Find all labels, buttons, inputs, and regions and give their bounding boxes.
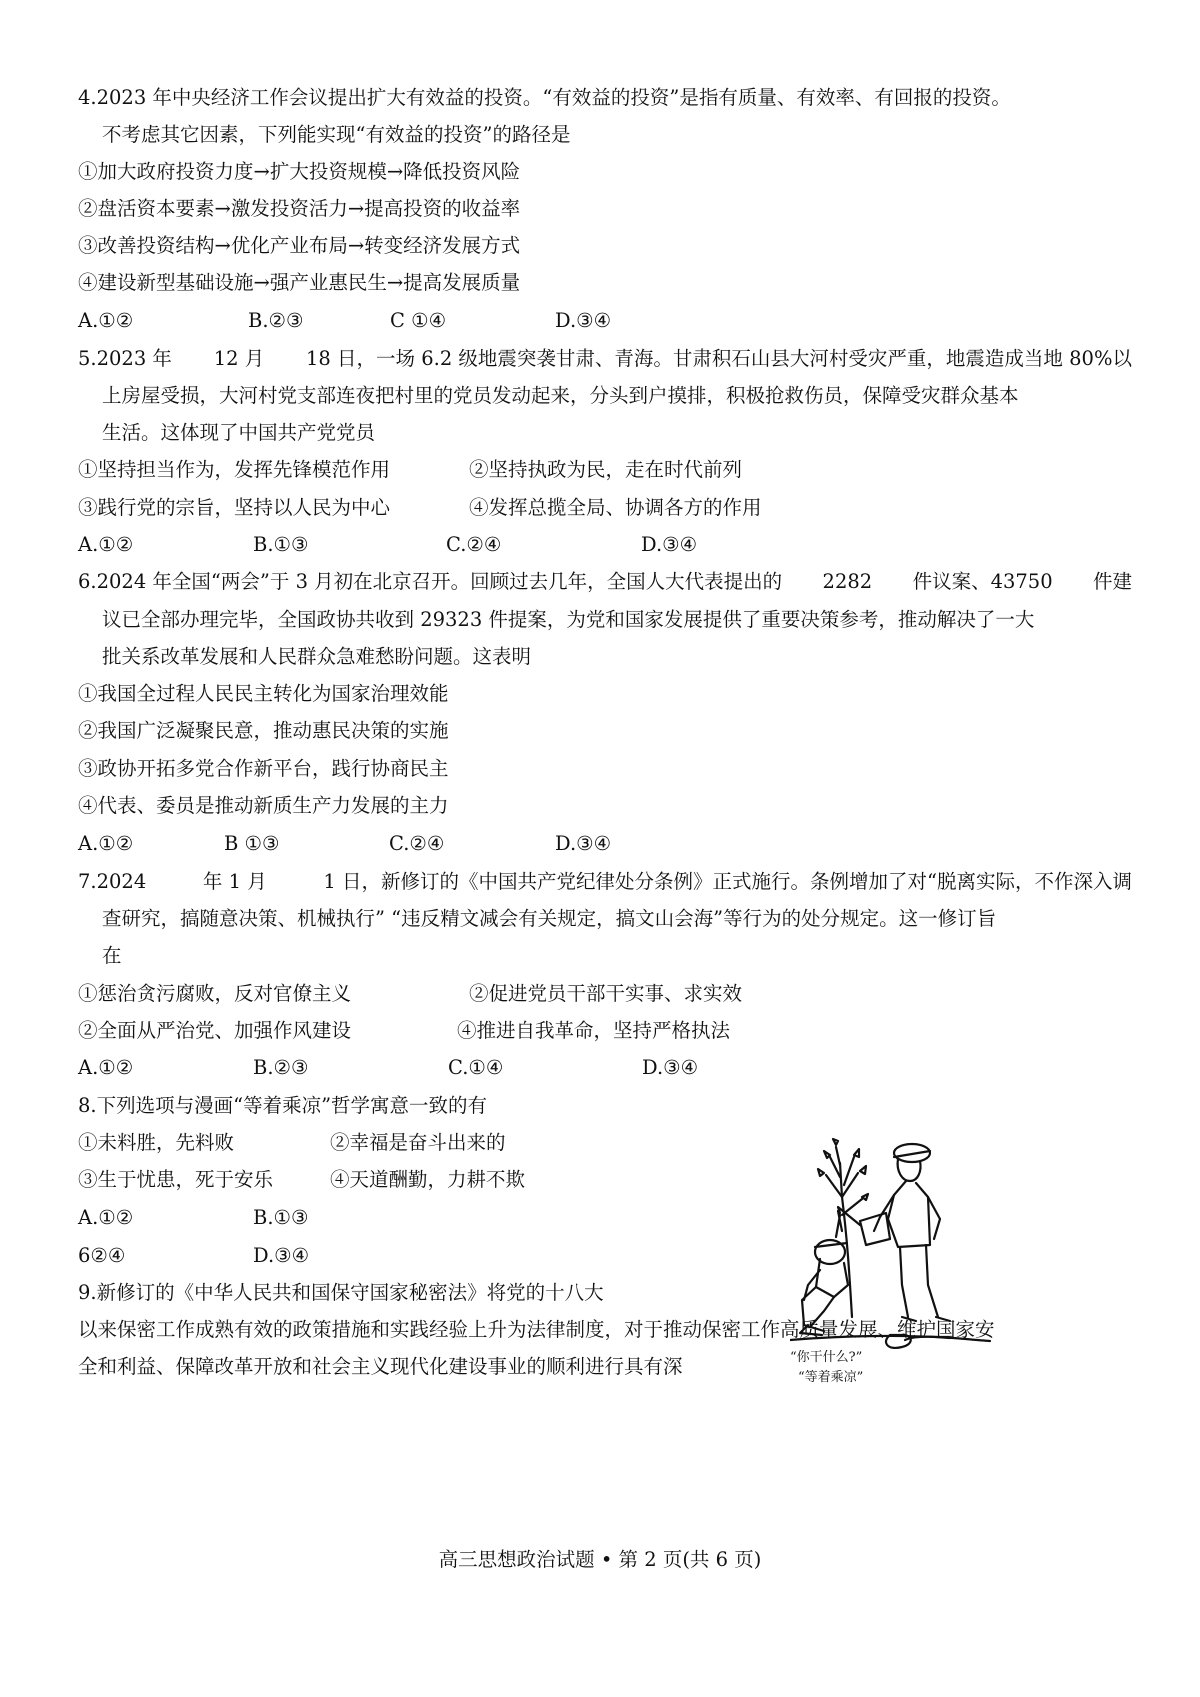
q8-item-1: ①未料胜，先料败 — [78, 1131, 235, 1154]
q4-option-b: B.②③ — [248, 309, 304, 332]
q5-option-b: B.①③ — [253, 533, 309, 556]
q4-item-3: ③改善投资结构→优化产业布局→转变经济发展方式 — [78, 234, 521, 257]
q8-option-a: A.①② — [78, 1206, 134, 1229]
q5-option-a: A.①② — [78, 533, 134, 556]
q7-item-2: ②促进党员干部干实事、求实效 — [469, 982, 743, 1005]
q6-item-1: ①我国全过程人民民主转化为国家治理效能 — [78, 682, 449, 705]
q5-stem-part: 5.2023 年 — [78, 347, 172, 370]
q4-item-1: ①加大政府投资力度→扩大投资规模→降低投资风险 — [78, 160, 521, 183]
q4-stem-line2: 不考虑其它因素，下列能实现“有效益的投资”的路径是 — [102, 123, 571, 146]
q4-option-a: A.①② — [78, 309, 134, 332]
q5-stem-line2: 上房屋受损，大河村党支部连夜把村里的党员发动起来，分头到户摸排，积极抢救伤员，保障受灾群众基本 — [102, 384, 1019, 407]
q7-stem-part: 年 1 月 — [202, 870, 267, 893]
q8-option-c: 6②④ — [78, 1244, 126, 1267]
q6-stem-line1 — [78, 568, 1132, 596]
cartoon-caption-1: “你干什么?” — [790, 1350, 863, 1365]
q5-item-4: ④发挥总揽全局、协调各方的作用 — [469, 496, 762, 519]
q4-option-c: C ①④ — [390, 309, 447, 332]
q7-item-3: ②全面从严治党、加强作风建设 — [78, 1019, 352, 1042]
q5-item-2: ②坚持执政为民，走在时代前列 — [469, 458, 743, 481]
q7-stem-part: 1 日，新修订的《中国共产党纪律处分条例》正式施行。条例增加了对“脱离实际，不作深入调 — [323, 870, 1132, 893]
cartoon-drawing — [790, 1135, 1040, 1405]
q6-item-4: ④代表、委员是推动新质生产力发展的主力 — [78, 794, 449, 817]
q6-stem-line2: 议已全部办理完毕，全国政协共收到 29323 件提案，为党和国家发展提供了重要决策参考，推动解决了一大 — [102, 608, 1035, 631]
q8-item-4: ④天道酬勤，力耕不欺 — [330, 1168, 526, 1191]
q5-stem-line1 — [78, 345, 1132, 373]
q5-option-d: D.③④ — [641, 533, 698, 556]
q8-option-b: B.①③ — [253, 1206, 309, 1229]
q4-option-d: D.③④ — [555, 309, 612, 332]
q7-item-4: ④推进自我革命，坚持严格执法 — [457, 1019, 731, 1042]
q6-stem-part: 件议案、43750 — [912, 570, 1053, 593]
q8-stem: 8.下列选项与漫画“等着乘凉”哲学寓意一致的有 — [78, 1094, 488, 1117]
q6-stem-part: 2282 — [822, 570, 873, 593]
q8-option-d: D.③④ — [253, 1244, 310, 1267]
q7-stem-line2: 查研究，搞随意决策、机械执行” “违反精文减会有关规定，搞文山会海”等行为的处分规定。这一修订旨 — [102, 907, 997, 930]
q6-stem-part: 6.2024 年全国“两会”于 3 月初在北京召开。回顾过去几年，全国人大代表提出的 — [78, 570, 783, 593]
q6-item-3: ③政协开拓多党合作新平台，践行协商民主 — [78, 757, 449, 780]
q7-option-d: D.③④ — [642, 1056, 699, 1079]
q6-option-d: D.③④ — [555, 832, 612, 855]
q6-item-2: ②我国广泛凝聚民意，推动惠民决策的实施 — [78, 719, 449, 742]
q9-stem-line1: 9.新修订的《中华人民共和国保守国家秘密法》将党的十八大 — [78, 1281, 604, 1304]
q7-stem-line1 — [78, 868, 1132, 896]
page-footer: 高三思想政治试题 • 第 2 页(共 6 页) — [438, 1548, 762, 1571]
q7-stem-line3: 在 — [102, 944, 122, 967]
q6-option-b: B ①③ — [224, 832, 280, 855]
q9-stem-line2: 以来保密工作成熟有效的政策措施和实践经验上升为法律制度，对于推动保密工作高质量发展、维护国家安 — [78, 1318, 995, 1341]
q8-item-2: ②幸福是奋斗出来的 — [330, 1131, 506, 1154]
q5-stem-part: 12 月 — [213, 347, 265, 370]
q5-item-3: ③践行党的宗旨，坚持以人民为中心 — [78, 496, 391, 519]
q7-item-1: ①惩治贪污腐败，反对官僚主义 — [78, 982, 352, 1005]
q5-stem-line3: 生活。这体现了中国共产党党员 — [102, 421, 376, 444]
q5-option-c: C.②④ — [446, 533, 502, 556]
q6-option-a: A.①② — [78, 832, 134, 855]
q7-option-b: B.②③ — [253, 1056, 309, 1079]
cartoon-waiting-for-shade — [790, 1135, 1040, 1405]
q8-item-3: ③生于忧患，死于安乐 — [78, 1168, 274, 1191]
cartoon-caption-2: “等着乘凉” — [798, 1370, 864, 1385]
q7-option-a: A.①② — [78, 1056, 134, 1079]
q4-item-2: ②盘活资本要素→激发投资活力→提高投资的收益率 — [78, 197, 521, 220]
q4-stem-line1: 4.2023 年中央经济工作会议提出扩大有效益的投资。“有效益的投资”是指有质量、有效率、有回报的投资。 — [78, 86, 1011, 109]
q5-item-1: ①坚持担当作为，发挥先锋模范作用 — [78, 458, 391, 481]
q7-option-c: C.①④ — [448, 1056, 504, 1079]
q4-item-4: ④建设新型基础设施→强产业惠民生→提高发展质量 — [78, 271, 521, 294]
q9-stem-line3: 全和利益、保障改革开放和社会主义现代化建设事业的顺利进行具有深 — [78, 1355, 683, 1378]
q6-stem-part: 件建 — [1092, 570, 1132, 593]
q7-stem-part: 7.2024 — [78, 870, 147, 893]
q6-option-c: C.②④ — [389, 832, 445, 855]
q5-stem-part: 18 日，一场 6.2 级地震突袭甘肃、青海。甘肃积石山县大河村受灾严重，地震造成当地 80%以 — [306, 347, 1132, 370]
q6-stem-line3: 批关系改革发展和人民群众急难愁盼问题。这表明 — [102, 645, 532, 668]
